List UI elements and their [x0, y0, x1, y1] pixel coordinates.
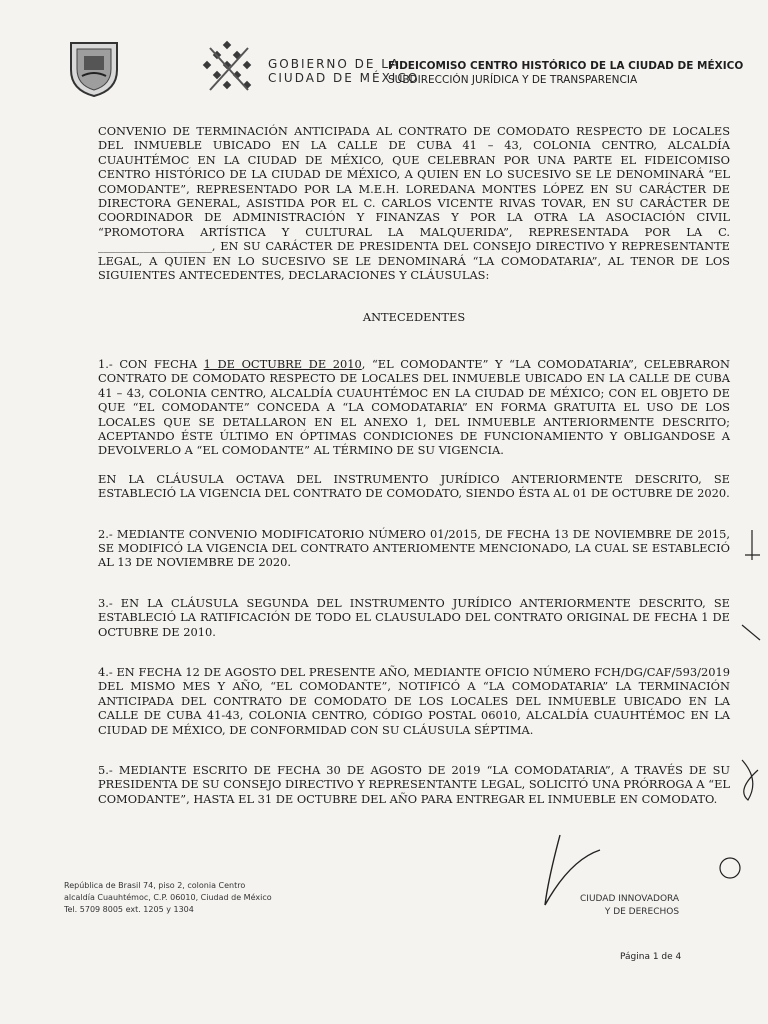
margin-tick-mark-2 — [742, 625, 760, 640]
antecedent-1-lead: 1.- CON FECHA — [98, 356, 204, 371]
antecedent-1-text: , “EL COMODANTE” Y “LA COMODATARIA”, CELEBRARON CONTRATO DE COMODATO RESPECTO DE LOCALES DEL INMUEBLE UBICADO EN LA CALLE DE CUBA 41 – 43, COLONIA CENTRO, ALCALDÍA CUAUHTÉMOC EN LA CIUDAD DE MÉXICO; CON EL OBJETO DE QUE “EL COMODANTE” CONCEDA A “LA COMODATARIA” EN FORMA GRATUITA EL USO DE LOS LOCALES QUE SE DETALLARON EN EL ANEXO 1, DEL INMUEBLE ANTERIORMENTE DESCRITO; ACEPTANDO ÉSTE ÚLTIMO EN ÓPTIMAS CONDICIONES DE FUNCIONAMIENTO Y OBLIGANDOSE A DEVOLVERLO A “EL COMODANTE” AL TÉRMINO DE SU VIGENCIA. — [98, 356, 730, 458]
antecedent-4: 4.- EN FECHA 12 DE AGOSTO DEL PRESENTE AÑO, MEDIANTE OFICIO NÚMERO FCH/DG/CAF/593/2019 DEL MISMO MES Y AÑO, “EL COMODANTE”, NOTIFICÓ A “LA COMODATARIA” LA TERMINACIÓN ANTICIPADA DEL CONTRATO DE COMODATO DE LOS LOCALES DEL INMUEBLE UBICADO EN LA CALLE DE CUBA 41-43, COLONIA CENTRO, CÓDIGO POSTAL 06010, ALCALDÍA CUAUHTÉMOC EN LA CIUDAD DE MÉXICO, DE CONFORMIDAD CON SU CLÁUSULA SÉPTIMA. — [98, 664, 730, 737]
org-line-1: FIDEICOMISO CENTRO HISTÓRICO DE LA CIUDAD DE MÉXICO — [388, 60, 744, 72]
city-shield-icon — [68, 40, 120, 98]
address-line-1: República de Brasil 74, piso 2, colonia Centro — [64, 881, 246, 890]
antecedent-3: 3.- EN LA CLÁUSULA SEGUNDA DEL INSTRUMENTO JURÍDICO ANTERIORMENTE DESCRITO, SE ESTABLECIÓ LA RATIFICACIÓN DE TODO EL CLAUSULADO DEL CONTRATO ORIGINAL DE FECHA 1 DE OCTUBRE DE 2010. — [98, 595, 730, 639]
antecedent-2: 2.- MEDIANTE CONVENIO MODIFICATORIO NÚMERO 01/2015, DE FECHA 13 DE NOVIEMBRE DE 2015, SE MODIFICÓ LA VIGENCIA DEL CONTRATO ANTERIOMENTE MENCIONADO, LA CUAL SE ESTABLECIÓ AL 13 DE NOVIEMBRE DE 2020. — [98, 526, 730, 570]
address-line-3: Tel. 5709 8005 ext. 1205 y 1304 — [64, 905, 194, 914]
initials-circle — [720, 858, 740, 878]
section-heading: ANTECEDENTES — [362, 310, 466, 325]
motto-line-2: Y DE DERECHOS — [604, 907, 680, 917]
organization-name — [388, 59, 743, 87]
antecedent-1 — [98, 357, 730, 458]
page-number: Página 1 de 4 — [620, 952, 682, 962]
gov-line-2: CIUDAD DE MÉXICO — [268, 71, 420, 85]
letterhead — [68, 40, 748, 100]
document-body — [98, 124, 730, 820]
antecedent-1-clause: EN LA CLÁUSULA OCTAVA DEL INSTRUMENTO JURÍDICO ANTERIORMENTE DESCRITO, SE ESTABLECIÓ LA VIGENCIA DEL CONTRATO DE COMODATO, SIENDO ÉSTA AL 01 DE OCTUBRE DE 2020. — [98, 471, 730, 501]
gobierno-cdmx-logo-icon — [200, 40, 262, 98]
footer-motto — [580, 893, 679, 919]
antecedent-1-date: 1 DE OCTUBRE DE 2010 — [203, 356, 362, 371]
address-line-2: alcaldía Cuauhtémoc, C.P. 06010, Ciudad de México — [64, 893, 272, 902]
antecedent-5: 5.- MEDIANTE ESCRITO DE FECHA 30 DE AGOSTO DE 2019 “LA COMODATARIA”, A TRAVÉS DE SU PRESIDENTA DE SU CONSEJO DIRECTIVO Y REPRESENTANTE LEGAL, SOLICITÓ UNA PRÓRROGA A “EL COMODANTE”, HASTA EL 31 DE OCTUBRE DEL AÑO PARA ENTREGAR EL INMUEBLE EN COMODATO. — [98, 763, 730, 806]
margin-signature-mark — [742, 760, 758, 800]
gov-line-1: GOBIERNO DE LA — [268, 57, 401, 71]
footer-address — [64, 880, 272, 916]
org-line-2: SUBDIRECCIÓN JURÍDICA Y DE TRANSPARENCIA — [388, 74, 638, 86]
margin-tick-mark — [745, 530, 760, 560]
intro-paragraph: CONVENIO DE TERMINACIÓN ANTICIPADA AL CONTRATO DE COMODATO RESPECTO DE LOCALES DEL INMUEBLE UBICADO EN LA CALLE DE CUBA 41 – 43, COLONIA CENTRO, ALCALDÍA CUAUHTÉMOC EN LA CIUDAD DE MÉXICO, QUE CELEBRAN POR UNA PARTE EL FIDEICOMISO CENTRO HISTÓRICO DE LA CIUDAD DE MÉXICO, A QUIEN EN LO SUCESIVO SE LE DENOMINARÁ “EL COMODANTE”, REPRESENTADO POR LA M.E.H. LOREDANA MONTES LÓPEZ EN SU CARÁCTER DE DIRECTORA GENERAL, ASISTIDA POR EL C. CARLOS VICENTE RIVAS TOVAR, EN SU CARÁCTER DE COORDINADOR DE ADMINISTRACIÓN Y FINANZAS Y POR LA OTRA LA ASOCIACIÓN CIVIL “PROMOTORA ARTÍSTICA Y CULTURAL LA MALQUERIDA”, REPRESENTADA POR LA C. ____________________, EN SU CARÁCTER DE PRESIDENTA DEL CONSEJO DIRECTIVO Y REPRESENTANTE LEGAL, A QUIEN EN LO SUCESIVO SE LE DENOMINARÁ “LA COMODATARIA”, AL TENOR DE LOS SIGUIENTES ANTECEDENTES, DECLARACIONES Y CLÁUSULAS: — [98, 124, 730, 283]
motto-line-1: CIUDAD INNOVADORA — [580, 894, 680, 904]
